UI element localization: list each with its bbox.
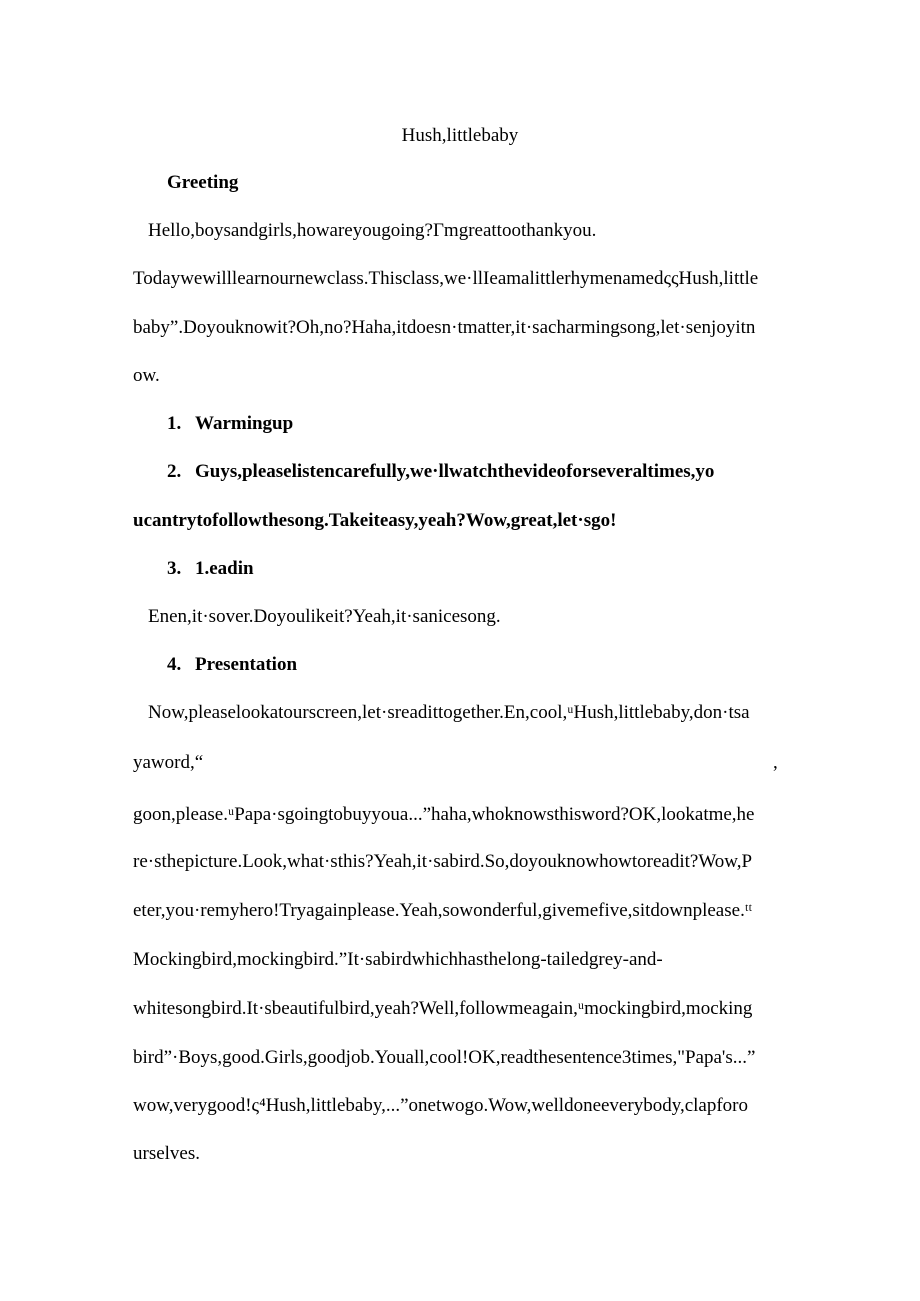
list-text: Presentation [195, 654, 298, 675]
greeting-heading: Greeting [167, 172, 239, 193]
list-item-leadin [167, 557, 821, 581]
paragraph-line: Enen,it·sover.Doyoulikeit?Yeah,it·sanicesong. [148, 606, 501, 627]
list-item-guys [167, 460, 787, 484]
paragraph-line: ucantrytofollowthesong.Takeiteasy,yeah?Wow,great,let·sgo! [133, 510, 617, 531]
list-number: 1. [167, 413, 182, 434]
paragraph-line: baby”.Doyouknowit?Oh,no?Haha,itdoesn·tmatter,it·sacharmingsong,let·senjoyitn [133, 317, 756, 338]
list-text: Warmingup [195, 413, 294, 434]
paragraph-line: eter,you·remyhero!Tryagainplease.Yeah,sowonderful,givemefive,sitdownplease.ᵗᵗ [133, 900, 753, 921]
paragraph-line: Now,pleaselookatourscreen,let·sreadittogether.En,cool,ᵘHush,littlebaby,don·tsa [148, 702, 750, 723]
paragraph-line: yaword,“ [133, 752, 204, 773]
list-number: 4. [167, 654, 182, 675]
list-number: 2. [167, 461, 182, 482]
paragraph-line: whitesongbird.It·sbeautifulbird,yeah?Well,followmeagain,ᵘmockingbird,mocking [133, 998, 753, 1019]
list-text: Guys,pleaselistencarefully,we·llwatchthevideoforseveraltimes,yo [195, 461, 715, 482]
paragraph-line: Todaywewilllearnournewclass.Thisclass,we·llIeamalittlerhymenamedςςHush,little [133, 268, 759, 289]
paragraph-comma: , [773, 752, 778, 773]
list-number: 3. [167, 558, 182, 579]
list-text: 1.eadin [195, 558, 254, 579]
paragraph-line: re·sthepicture.Look,what·sthis?Yeah,it·sabird.So,doyouknowhowtoreadit?Wow,P [133, 851, 753, 872]
paragraph-line: Hello,boysandgirls,howareyougoing?Γmgreattoothankyou. [148, 220, 597, 241]
list-item-presentation [167, 653, 821, 677]
paragraph-line: wow,verygood!ς⁴Hush,littlebaby,...”onetwogo.Wow,welldoneeverybody,clapforo [133, 1095, 749, 1116]
paragraph-line: goon,please.ᵘPapa·sgoingtobuyyoua...”haha,whoknowsthisword?OK,lookatme,he [133, 804, 755, 825]
list-item-warming-up [167, 412, 821, 436]
paragraph-line: ow. [133, 365, 160, 386]
document-title: Hush,littlebaby [401, 125, 519, 146]
paragraph-line: urselves. [133, 1143, 201, 1164]
paragraph-line: Mockingbird,mockingbird.”It·sabirdwhichhasthelong-tailedgrey-and- [133, 949, 663, 970]
paragraph-line: bird”·Boys,good.Girls,goodjob.Youall,cool!OK,readthesentence3times,"Papa's...” [133, 1047, 756, 1068]
